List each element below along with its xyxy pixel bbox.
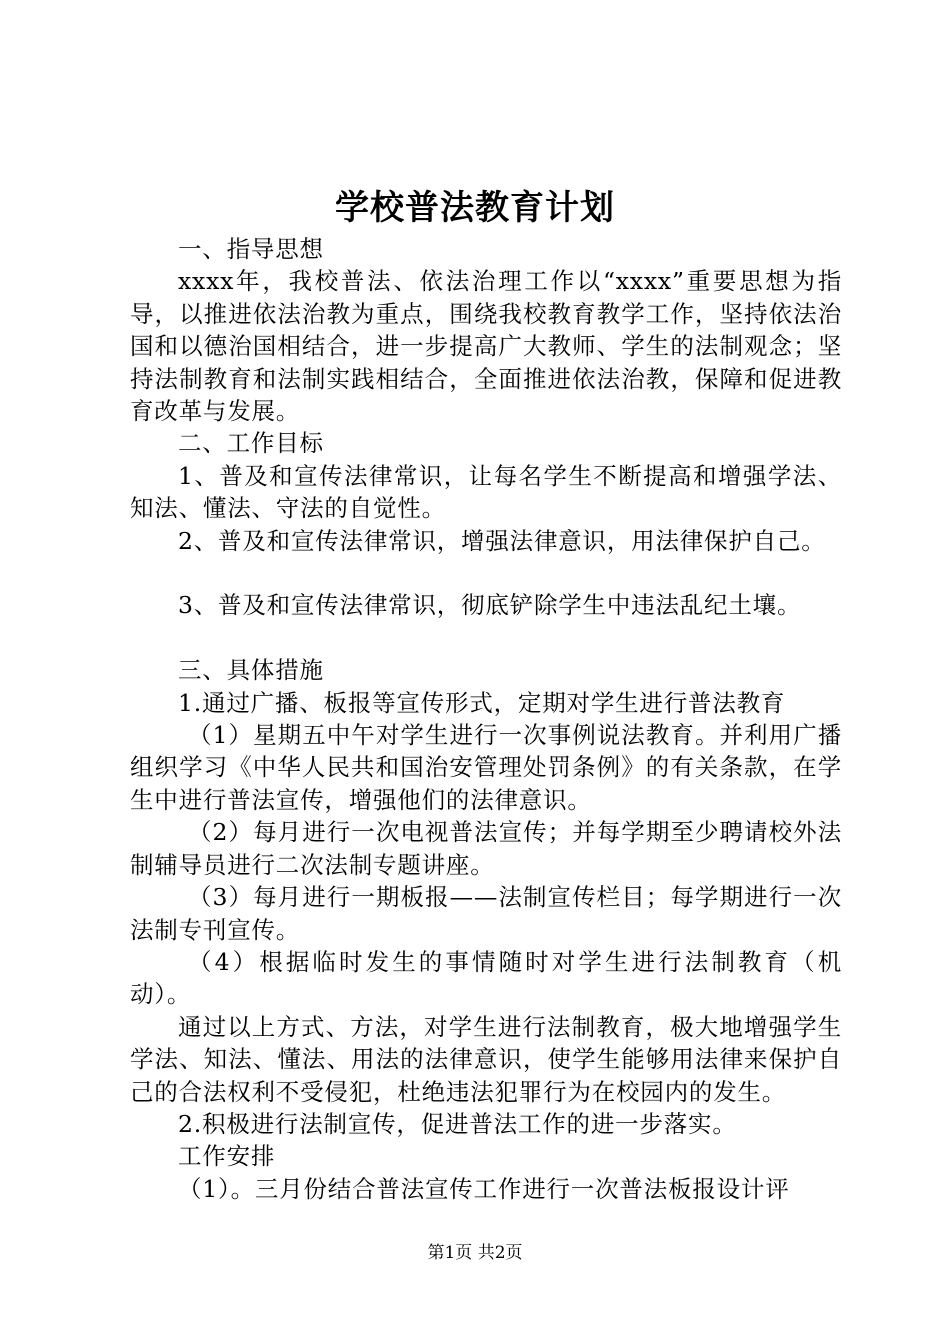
measure-2-heading: 2.积极进行法制宣传，促进普法工作的进一步落实。 — [178, 1109, 737, 1138]
section-heading-guiding-ideology: 一、指导思想 — [178, 235, 324, 263]
measure-1-item-2: （2）每月进行一次电视普法宣传；并每学期至少聘请校外法制辅导员进行二次法制专题讲座。 — [130, 818, 842, 879]
goal-item-1: 1、普及和宣传法律常识，让每名学生不断提高和增强学法、知法、懂法、守法的自觉性。 — [130, 461, 842, 523]
measure-1-summary: 通过以上方式、方法，对学生进行法制教育，极大地增强学生学法、知法、懂法、用法的法律意识，使学生能够用法律来保护自己的合法权利不受侵犯，杜绝违法犯罪行为在校园内的发生。 — [130, 1012, 842, 1106]
section-heading-work-goals: 二、工作目标 — [178, 429, 324, 458]
section-heading-measures: 三、具体措施 — [178, 656, 324, 685]
goal-item-2: 2、普及和宣传法律常识，增强法律意识，用法律保护自己。 — [178, 526, 826, 555]
measure-1-item-4: （4）根据临时发生的事情随时对学生进行法制教育（机动）。 — [130, 947, 842, 1009]
work-arrangement-item-1: （1）。三月份结合普法宣传工作进行一次普法板报设计评 — [178, 1174, 790, 1203]
document-title: 学校普法教育计划 — [335, 188, 615, 228]
work-arrangement-heading: 工作安排 — [178, 1142, 276, 1171]
paragraph-guiding-ideology: xxxx年，我校普法、依法治理工作以“xxxx”重要思想为指导，以推进依法治教为重点，围绕我校教育教学工作，坚持依法治国和以德治国相结合，进一步提高广大教师、学生的法制观念；坚持法制教育和法制实践相结合，全面推进依法治教，保障和促进教育改革与发展。 — [130, 267, 842, 426]
goal-item-3: 3、普及和宣传法律常识，彻底铲除学生中违法乱纪土壤。 — [178, 591, 802, 620]
spacer — [130, 557, 842, 589]
spacer — [130, 622, 842, 654]
measure-1-heading: 1.通过广播、板报等宣传形式，定期对学生进行普法教育 — [178, 688, 786, 717]
measure-1-item-1: （1）星期五中午对学生进行一次事例说法教育。并利用广播组织学习《中华人民共和国治安管理处罚条例》的有关条款，在学生中进行普法宣传，增强他们的法律意识。 — [130, 721, 842, 814]
page-indicator: 第1页 共2页 — [427, 1243, 523, 1263]
document-body — [130, 233, 842, 1205]
measure-1-item-3: （3）每月进行一期板报——法制宣传栏目；每学期进行一次法制专刊宣传。 — [130, 883, 842, 944]
